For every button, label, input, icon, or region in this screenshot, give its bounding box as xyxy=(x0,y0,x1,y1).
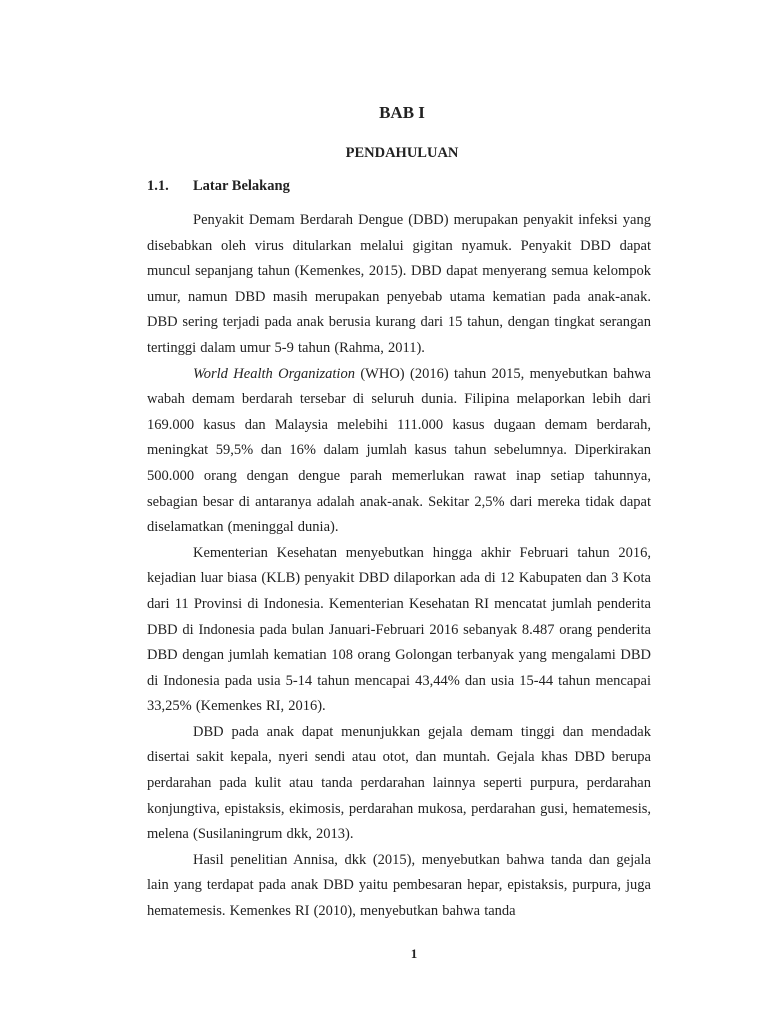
page-number: 1 xyxy=(410,946,418,961)
section-title: Latar Belakang xyxy=(193,178,290,194)
section-number: 1.1. xyxy=(147,178,169,194)
paragraph-text: (WHO) (2016) tahun 2015, menyebutkan bahwa wabah demam berdarah tersebar di seluruh dunia. Filipina melaporkan lebih dari 169.000 kasus dan Malaysia melebihi 111.000 kasus dugaan demam berdarah, meningkat 59,5% dan 16% dalam jumlah kasus tahun sebelumnya. Diperkirakan 500.000 orang dengan dengue parah memerlukan rawat inap setiap tahunnya, sebagian besar di antaranya adalah anak-anak. Sekitar 2,5% dari mereka tidak dapat diselamatkan (meninggal dunia). xyxy=(147,365,651,536)
paragraph-2 xyxy=(147,362,651,541)
paragraph-italic-lead: World Health Organization xyxy=(193,365,355,382)
paragraph-text: Kementerian Kesehatan menyebutkan hingga akhir Februari tahun 2016, kejadian luar biasa (KLB) penyakit DBD dilaporkan ada di 12 Kabupaten dan 3 Kota dari 11 Provinsi di Indonesia. Kementerian Kesehatan RI mencatat jumlah penderita DBD di Indonesia pada bulan Januari-Februari 2016 sebanyak 8.487 orang penderita DBD dengan jumlah kematian 108 orang Golongan terbanyak yang mengalami DBD di Indonesia pada usia 5-14 tahun mencapai 43,44% dan usia 15-44 tahun mencapai 33,25% (Kemenkes RI, 2016). xyxy=(147,544,651,715)
chapter-subtitle: PENDAHULUAN xyxy=(345,145,459,161)
body-text xyxy=(147,208,651,925)
paragraph-3 xyxy=(147,541,651,720)
paragraph-1 xyxy=(147,208,651,362)
paragraph-4 xyxy=(147,720,651,848)
paragraph-text: DBD pada anak dapat menunjukkan gejala demam tinggi dan mendadak disertai sakit kepala, nyeri sendi atau otot, dan muntah. Gejala khas DBD berupa perdarahan pada kulit atau tanda perdarahan lainnya seperti purpura, perdarahan konjungtiva, epistaksis, ekimosis, perdarahan mukosa, perdarahan gusi, hematemesis, melena (Susilaningrum dkk, 2013). xyxy=(147,723,651,843)
paragraph-text: Penyakit Demam Berdarah Dengue (DBD) merupakan penyakit infeksi yang disebabkan oleh virus ditularkan melalui gigitan nyamuk. Penyakit DBD dapat muncul sepanjang tahun (Kemenkes, 2015). DBD dapat menyerang semua kelompok umur, namun DBD masih merupakan penyebab utama kematian pada anak-anak. DBD sering terjadi pada anak berusia kurang dari 15 tahun, dengan tingkat serangan tertinggi dalam umur 5-9 tahun (Rahma, 2011). xyxy=(147,212,651,356)
paragraph-5 xyxy=(147,848,651,925)
section-heading xyxy=(147,176,290,196)
paragraph-text: Hasil penelitian Annisa, dkk (2015), menyebutkan bahwa tanda dan gejala lain yang terdapat pada anak DBD yaitu pembesaran hepar, epistaksis, purpura, juga hematemesis. Kemenkes RI (2010), menyebutkan bahwa tanda xyxy=(147,851,651,920)
chapter-title: BAB I xyxy=(379,103,425,122)
